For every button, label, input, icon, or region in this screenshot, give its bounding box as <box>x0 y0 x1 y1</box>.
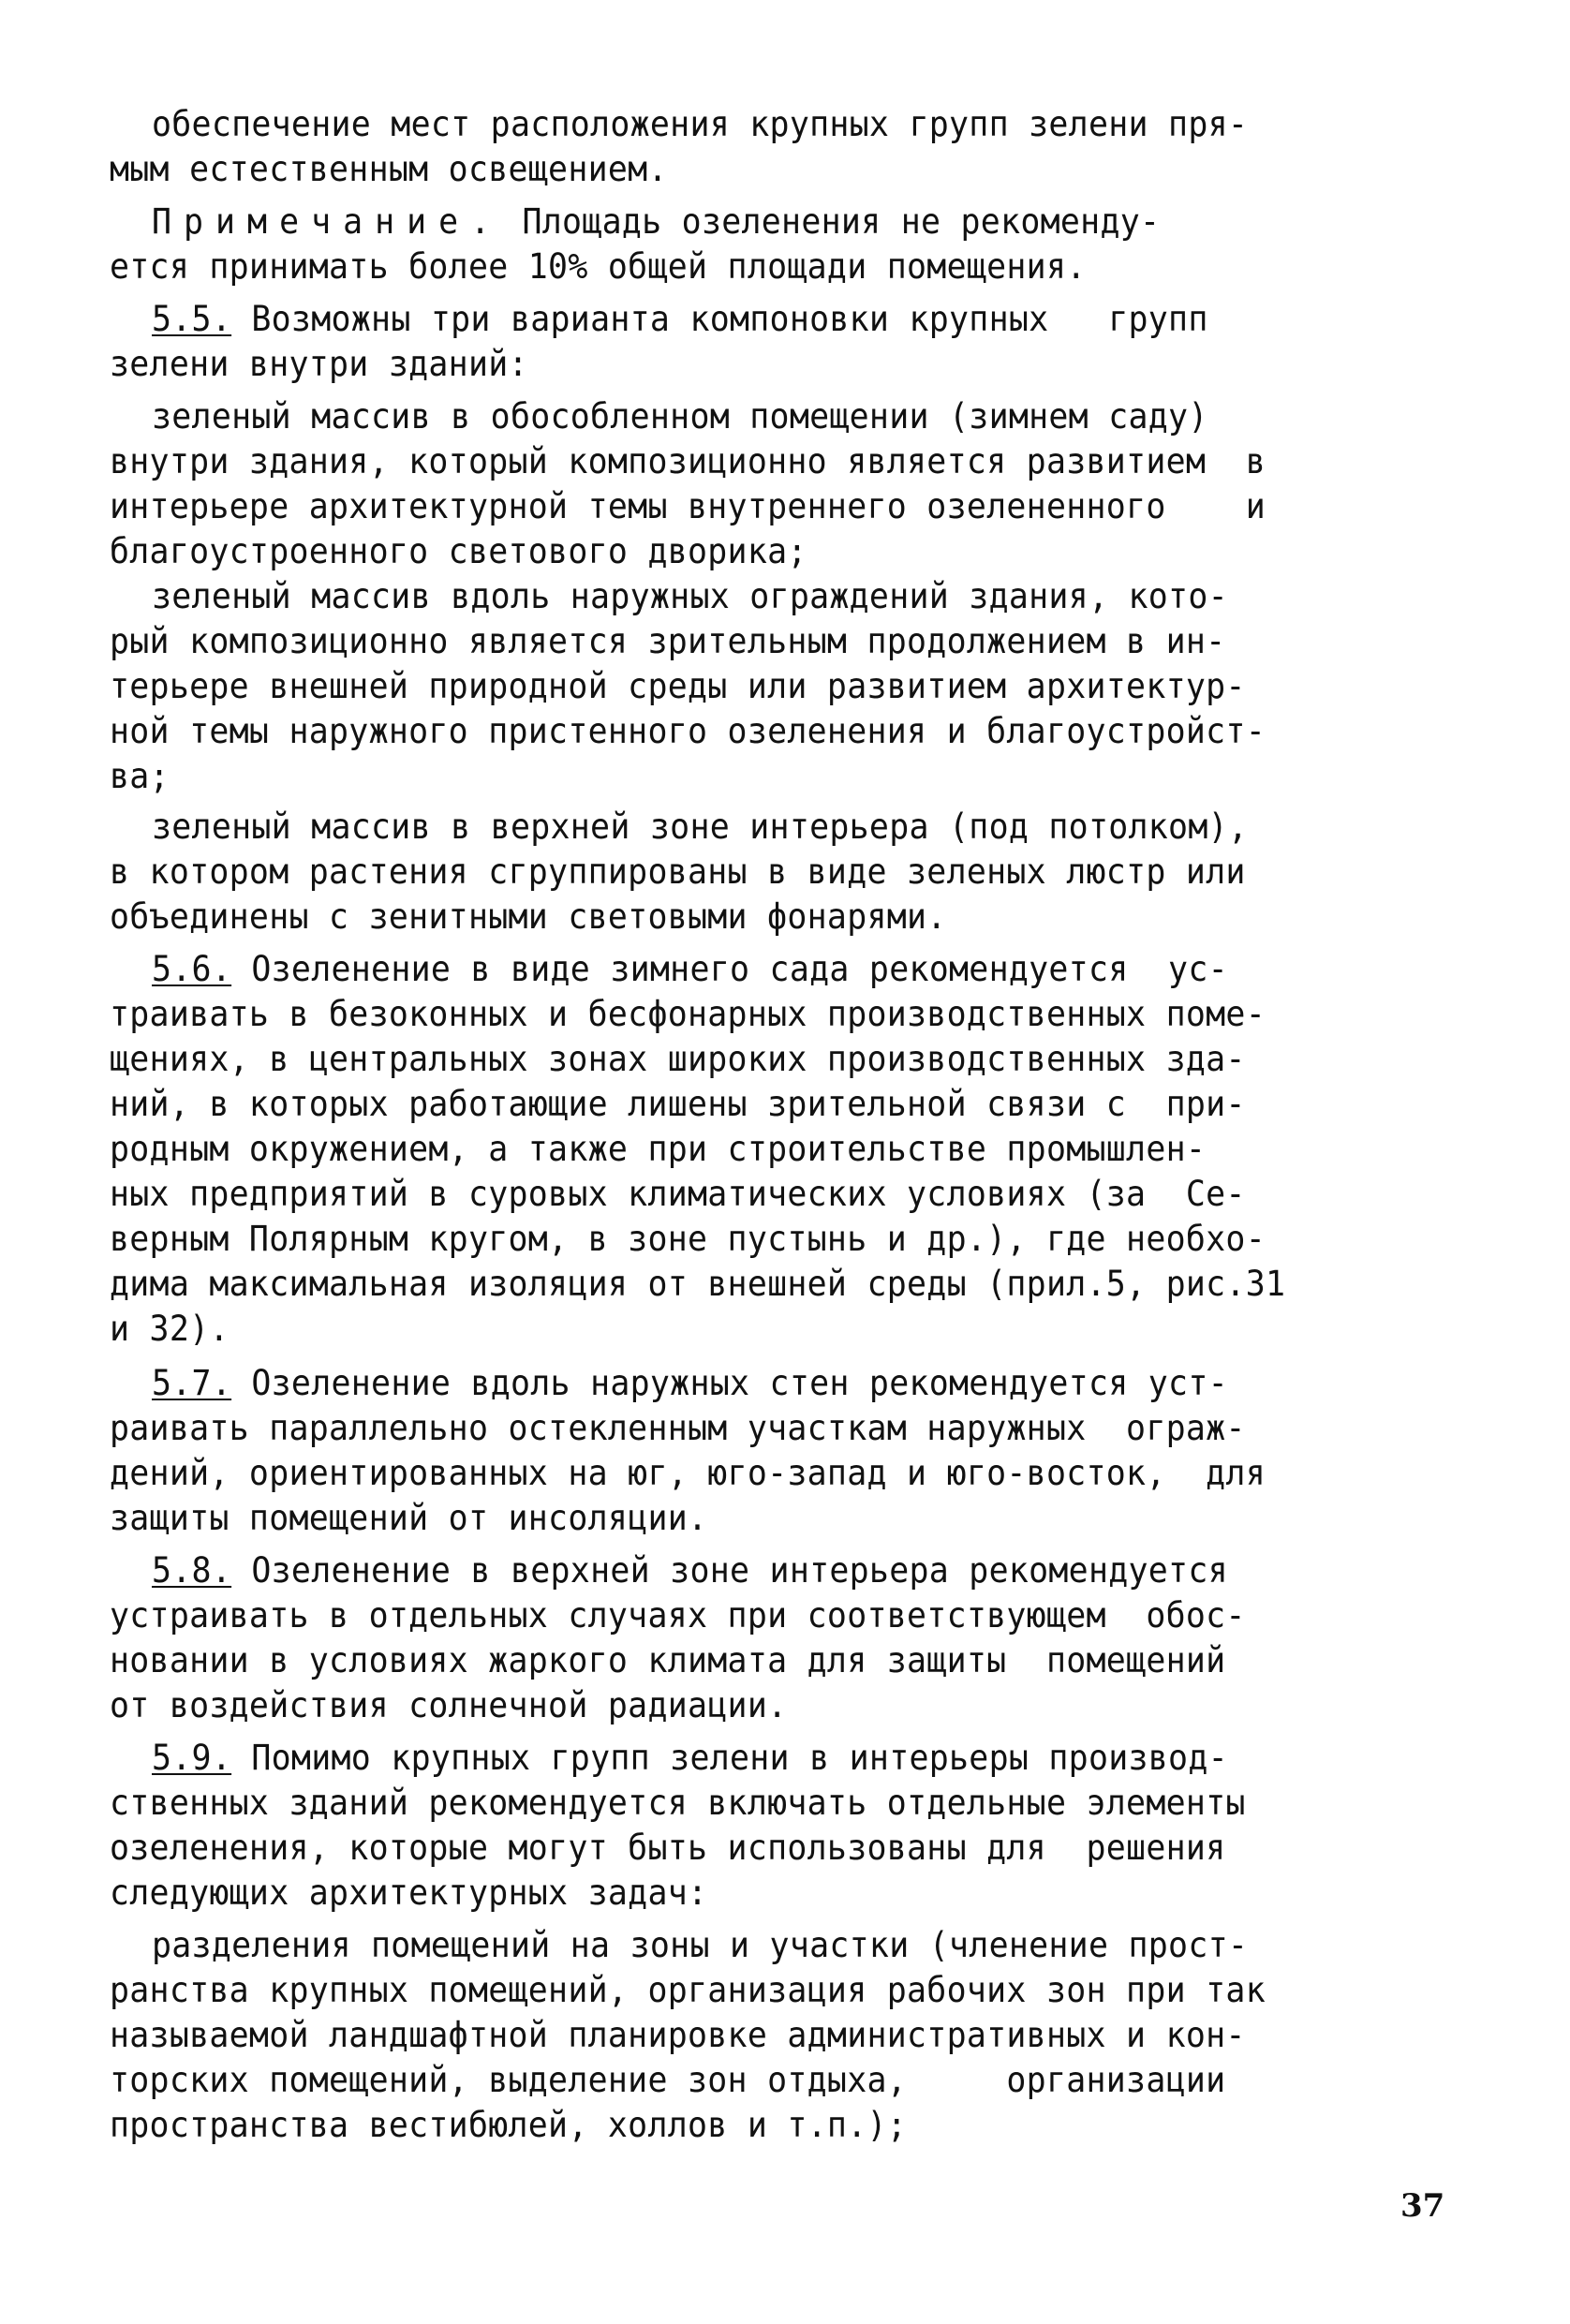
text-line: дима максимальная изоляция от внешней среды (прил.5, рис.31 <box>110 1263 1286 1304</box>
note-label: Примечание. <box>152 200 503 242</box>
section-number: 5.7. <box>152 1362 232 1403</box>
text-line: верным Полярным кругом, в зоне пустынь и др.), где необхо- <box>110 1218 1266 1259</box>
text-line: в котором растения сгруппированы в виде зеленых люстр или <box>110 851 1246 892</box>
text-line: называемой ландшафтной планировке административных и кон- <box>110 2014 1246 2055</box>
text-line: щениях, в центральных зонах широких производственных зда- <box>110 1038 1246 1079</box>
section-5-6-heading <box>152 946 1228 991</box>
text-line: и 32). <box>110 1308 230 1349</box>
text-line: раивать параллельно остекленным участкам наружных ограж- <box>110 1407 1246 1448</box>
text-line: зеленый массив в верхней зоне интерьера (под потолком), <box>152 806 1249 847</box>
section-number: 5.5. <box>152 298 232 339</box>
text-line: следующих архитектурных задач: <box>110 1872 708 1913</box>
text-line: траивать в безоконных и бесфонарных производственных поме- <box>110 993 1266 1034</box>
text-line: пространства вестибюлей, холлов и т.п.); <box>110 2104 908 2145</box>
section-5-5-heading <box>152 296 1208 341</box>
section-5-9-heading <box>152 1735 1228 1780</box>
section-text: Озеленение в верхней зоне интерьера рекомендуется <box>231 1549 1228 1591</box>
text-line: внутри здания, который композиционно является развитием в <box>110 440 1266 481</box>
text-line: интерьере архитектурной темы внутреннего озелененного и <box>110 485 1266 526</box>
section-text: Озеленение в виде зимнего сада рекомендуется ус- <box>231 948 1228 989</box>
text-line: ственных зданий рекомендуется включать отдельные элементы <box>110 1782 1246 1823</box>
text-line: ранства крупных помещений, организация рабочих зон при так <box>110 1969 1266 2010</box>
section-number: 5.9. <box>152 1737 232 1778</box>
text-line: ных предприятий в суровых климатических условиях (за Се- <box>110 1173 1246 1214</box>
text-line: новании в условиях жаркого климата для защиты помещений <box>110 1639 1226 1680</box>
text-line: разделения помещений на зоны и участки (членение прост- <box>152 1924 1249 1965</box>
text-line: обеспечение мест расположения крупных групп зелени пря- <box>152 103 1249 144</box>
text-line: зелени внутри зданий: <box>110 343 528 384</box>
text-line: ется принимать более 10% общей площади помещения. <box>110 245 1087 287</box>
section-text: Возможны три варианта компоновки крупных групп <box>231 298 1208 339</box>
section-text: Озеленение вдоль наружных стен рекомендуется уст- <box>231 1362 1228 1403</box>
section-text: Помимо крупных групп зелени в интерьеры производ- <box>231 1737 1228 1778</box>
text-line: от воздействия солнечной радиации. <box>110 1684 788 1725</box>
text-line: торских помещений, выделение зон отдыха, организации <box>110 2059 1226 2100</box>
text-line: объединены с зенитными световыми фонарями. <box>110 896 947 937</box>
page-number: 37 <box>1400 2187 1445 2225</box>
text-line: благоустроенного светового дворика; <box>110 530 807 571</box>
text-line: защиты помещений от инсоляции. <box>110 1497 708 1538</box>
text-line: устраивать в отдельных случаях при соответствующем обос- <box>110 1594 1246 1636</box>
text-line: ной темы наружного пристенного озеленения и благоустройст- <box>110 710 1266 751</box>
note-text: Площадь озеленения не рекоменду- <box>502 200 1161 242</box>
section-number: 5.6. <box>152 948 232 989</box>
section-5-8-heading <box>152 1547 1228 1592</box>
text-line: терьере внешней природной среды или развитием архитектур- <box>110 665 1246 706</box>
section-number: 5.8. <box>152 1549 232 1591</box>
note-line <box>152 199 1160 244</box>
text-line: ний, в которых работающие лишены зрительной связи с при- <box>110 1083 1246 1124</box>
text-line: зеленый массив вдоль наружных ограждений здания, кото- <box>152 575 1228 616</box>
text-line: рый композиционно является зрительным продолжением в ин- <box>110 620 1226 661</box>
text-line: зеленый массив в обособленном помещении (зимнем саду) <box>152 395 1208 437</box>
text-line: озеленения, которые могут быть использованы для решения <box>110 1827 1226 1868</box>
text-line: дений, ориентированных на юг, юго-запад и юго-восток, для <box>110 1452 1266 1493</box>
section-5-7-heading <box>152 1360 1228 1405</box>
text-line: родным окружением, а также при строительстве промышлен- <box>110 1128 1207 1169</box>
text-line: мым естественным освещением. <box>110 148 668 189</box>
text-line: ва; <box>110 755 170 796</box>
